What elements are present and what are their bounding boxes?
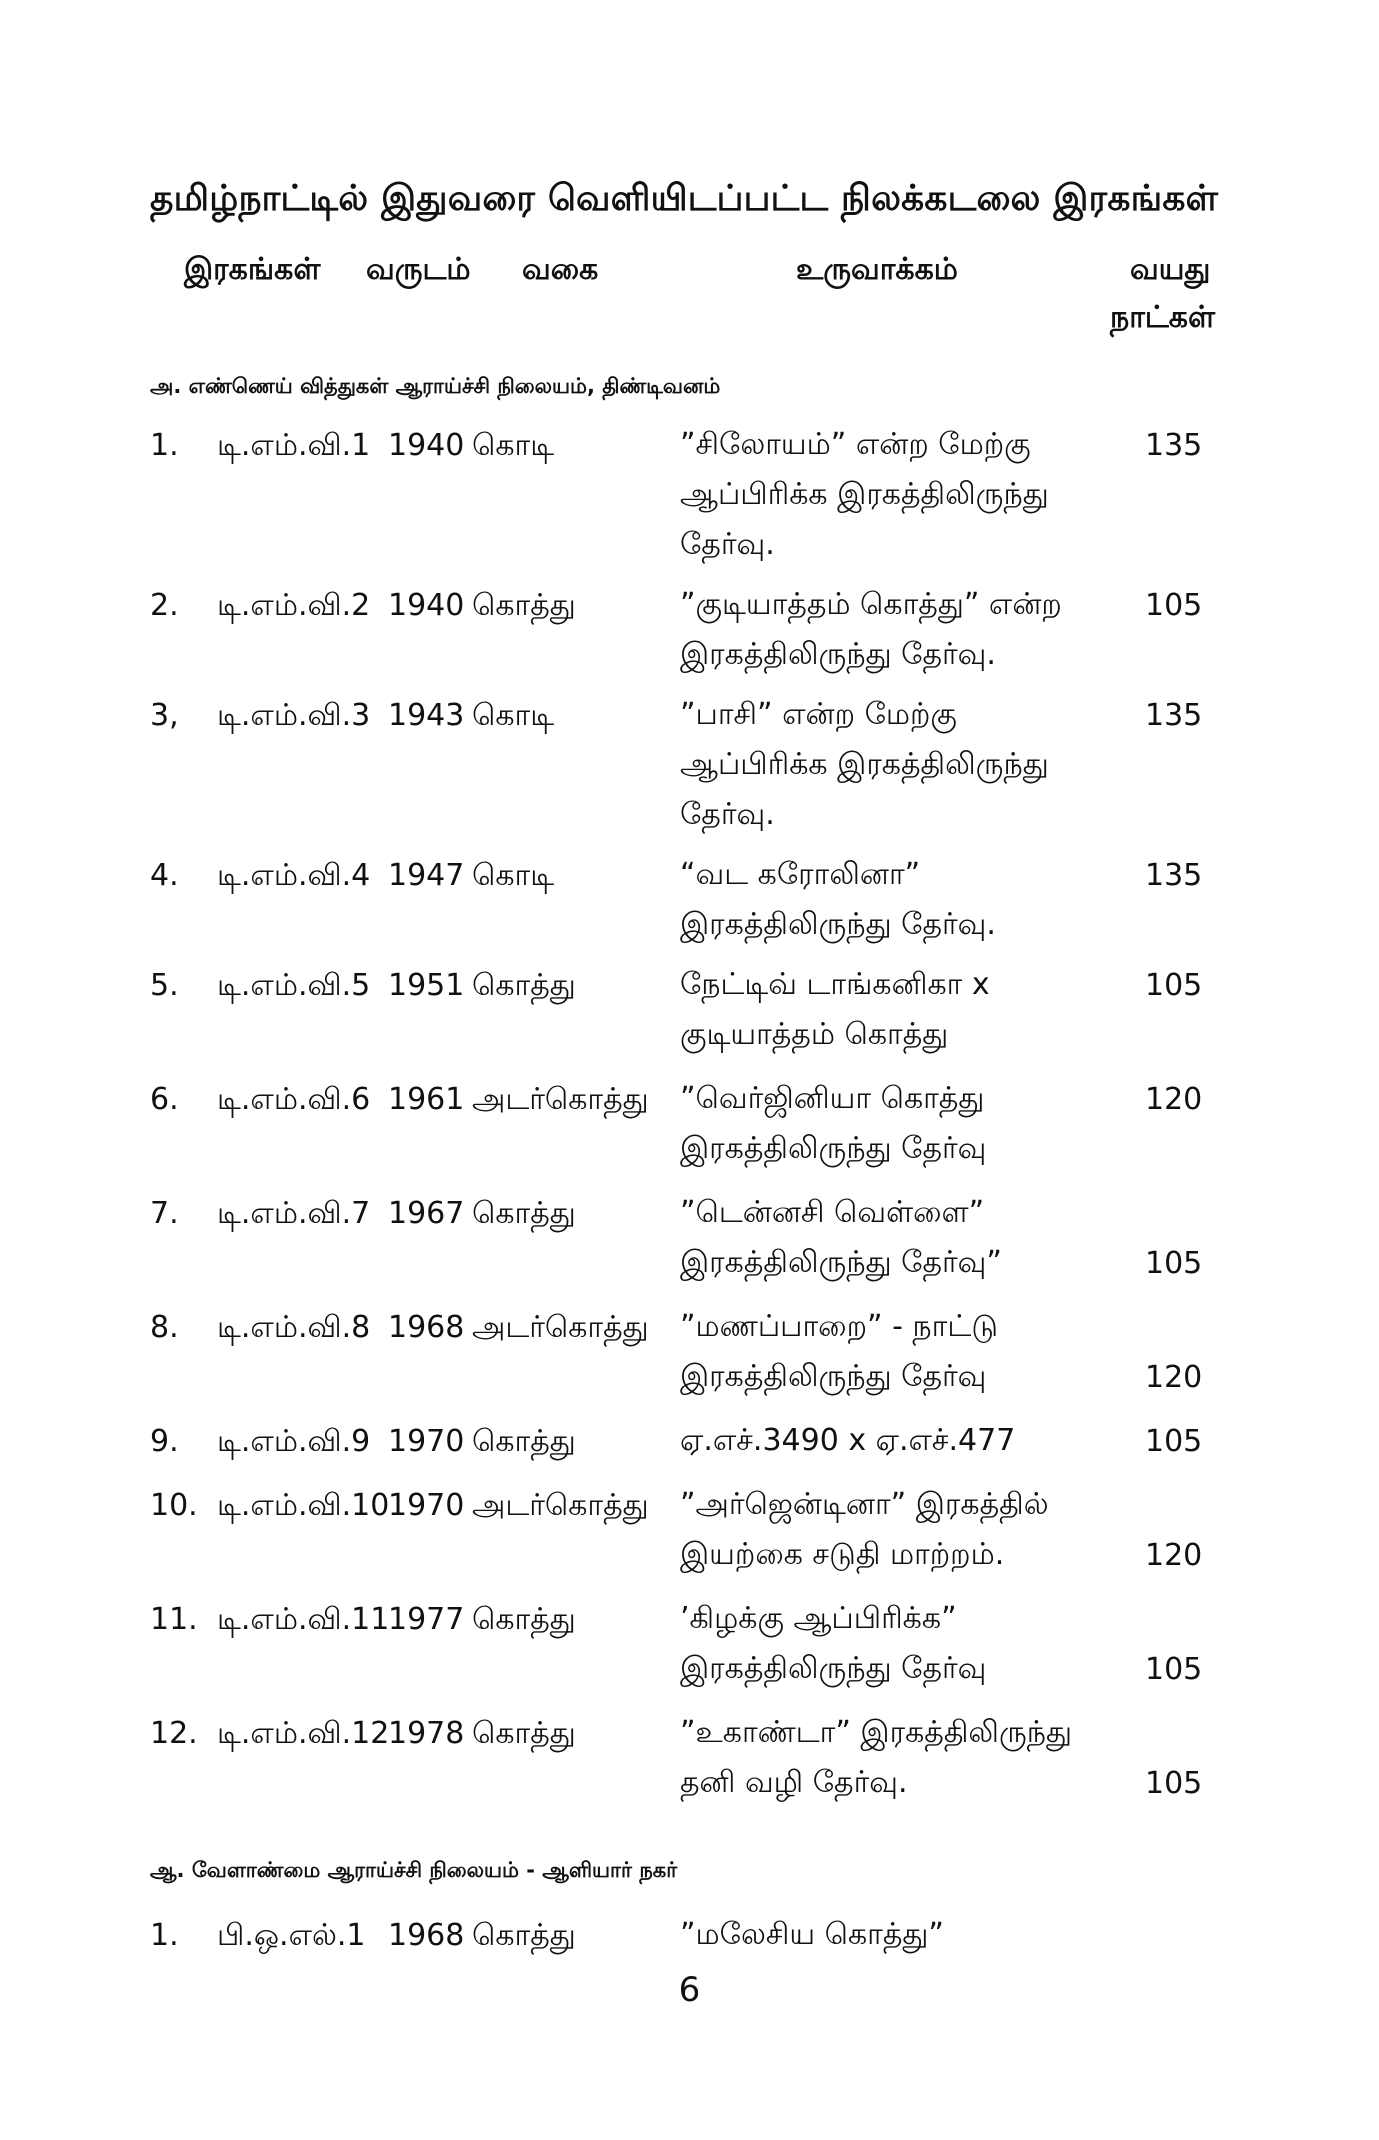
release-year: 1940 bbox=[388, 588, 465, 623]
origin-line: “வட கரோலினா” bbox=[680, 857, 921, 892]
release-year: 1970 bbox=[388, 1488, 465, 1523]
release-year: 1978 bbox=[388, 1716, 465, 1751]
duration-days: 105 bbox=[1145, 1652, 1203, 1687]
origin-line: ஏ.எச்.3490 x ஏ.எச்.477 bbox=[680, 1423, 1016, 1458]
duration-days: 105 bbox=[1145, 588, 1203, 623]
section-b-heading: ஆ. வேளாண்மை ஆராய்ச்சி நிலையம் - ஆளியார் நகர் bbox=[150, 1858, 678, 1882]
origin-description bbox=[680, 1480, 1049, 1580]
origin-description bbox=[680, 1910, 944, 1960]
plant-type: கொத்து bbox=[472, 1602, 576, 1637]
variety-name: டி.எம்.வி.4 bbox=[217, 858, 371, 893]
plant-type: கொத்து bbox=[472, 588, 576, 623]
variety-name: டி.எம்.வி.6 bbox=[217, 1082, 371, 1117]
duration-days: 105 bbox=[1145, 1246, 1203, 1281]
origin-line: ”மணப்பாறை” - நாட்டு bbox=[680, 1309, 999, 1344]
release-year: 1940 bbox=[388, 428, 465, 463]
origin-description bbox=[680, 1594, 986, 1694]
section-a-heading: அ. எண்ணெய் வித்துகள் ஆராய்ச்சி நிலையம், திண்டிவனம் bbox=[150, 374, 721, 398]
origin-line: ”பாசி” என்ற மேற்கு bbox=[680, 697, 957, 732]
duration-days: 105 bbox=[1145, 1424, 1203, 1459]
plant-type: கொடி bbox=[472, 428, 555, 463]
origin-line: இரகத்திலிருந்து தேர்வு bbox=[680, 1131, 987, 1166]
release-year: 1967 bbox=[388, 1196, 465, 1231]
origin-line: ஆப்பிரிக்க இரகத்திலிருந்து bbox=[680, 477, 1049, 512]
row-number: 10. bbox=[150, 1488, 198, 1523]
origin-line: ”உகாண்டா” இரகத்திலிருந்து bbox=[680, 1715, 1073, 1750]
page-title: தமிழ்நாட்டில் இதுவரை வெளியிடப்பட்ட நிலக்கடலை இரகங்கள் bbox=[150, 178, 1219, 219]
header-year: வருடம் bbox=[366, 252, 471, 287]
duration-days: 135 bbox=[1145, 428, 1203, 463]
row-number: 4. bbox=[150, 858, 179, 893]
origin-description bbox=[680, 850, 996, 950]
origin-description bbox=[680, 1302, 998, 1402]
header-age: வயது bbox=[1130, 252, 1211, 287]
origin-line: ”சிலோயம்” என்ற மேற்கு bbox=[680, 427, 1031, 462]
plant-type: அடர்கொத்து bbox=[472, 1310, 649, 1345]
origin-line: ஆப்பிரிக்க இரகத்திலிருந்து bbox=[680, 747, 1049, 782]
variety-name: டி.எம்.வி.3 bbox=[217, 698, 371, 733]
plant-type: அடர்கொத்து bbox=[472, 1082, 649, 1117]
origin-line: ”டென்னசி வெள்ளை” bbox=[680, 1195, 985, 1230]
duration-days: 120 bbox=[1145, 1538, 1203, 1573]
duration-days: 105 bbox=[1145, 968, 1203, 1003]
row-number: 11. bbox=[150, 1602, 198, 1637]
origin-line: ”வெர்ஜினியா கொத்து bbox=[680, 1081, 985, 1116]
release-year: 1943 bbox=[388, 698, 465, 733]
variety-name: டி.எம்.வி.1 bbox=[217, 428, 371, 463]
variety-name: டி.எம்.வி.11 bbox=[217, 1602, 390, 1637]
origin-line: இரகத்திலிருந்து தேர்வு bbox=[680, 1359, 987, 1394]
origin-line: நேட்டிவ் டாங்கனிகா x bbox=[680, 967, 990, 1002]
variety-name: டி.எம்.வி.7 bbox=[217, 1196, 371, 1231]
row-number: 8. bbox=[150, 1310, 179, 1345]
header-varieties: இரகங்கள் bbox=[184, 252, 321, 287]
origin-line: இரகத்திலிருந்து தேர்வு. bbox=[680, 637, 996, 672]
origin-description bbox=[680, 960, 990, 1060]
plant-type: கொடி bbox=[472, 698, 555, 733]
row-number: 3, bbox=[150, 698, 179, 733]
plant-type: கொத்து bbox=[472, 1716, 576, 1751]
origin-line: ”மலேசிய கொத்து” bbox=[680, 1917, 944, 1952]
release-year: 1947 bbox=[388, 858, 465, 893]
origin-line: ”அர்ஜென்டினா” இரகத்தில் bbox=[680, 1487, 1049, 1522]
origin-line: இரகத்திலிருந்து தேர்வு” bbox=[680, 1245, 1002, 1280]
origin-line: இரகத்திலிருந்து தேர்வு. bbox=[680, 907, 996, 942]
variety-name: பி.ஒ.எல்.1 bbox=[217, 1918, 366, 1953]
release-year: 1977 bbox=[388, 1602, 465, 1637]
origin-description bbox=[680, 420, 1049, 570]
duration-days: 120 bbox=[1145, 1082, 1203, 1117]
row-number: 9. bbox=[150, 1424, 179, 1459]
origin-description bbox=[680, 1074, 986, 1174]
row-number: 7. bbox=[150, 1196, 179, 1231]
variety-name: டி.எம்.வி.2 bbox=[217, 588, 371, 623]
origin-line: ’கிழக்கு ஆப்பிரிக்க” bbox=[680, 1601, 957, 1636]
row-number: 2. bbox=[150, 588, 179, 623]
origin-line: தேர்வு. bbox=[680, 527, 775, 562]
plant-type: கொத்து bbox=[472, 1424, 576, 1459]
origin-description bbox=[680, 690, 1049, 840]
origin-line: இயற்கை சடுதி மாற்றம். bbox=[680, 1537, 1005, 1572]
duration-days: 135 bbox=[1145, 698, 1203, 733]
release-year: 1968 bbox=[388, 1918, 465, 1953]
row-number: 12. bbox=[150, 1716, 198, 1751]
duration-days: 120 bbox=[1145, 1360, 1203, 1395]
duration-days: 105 bbox=[1145, 1766, 1203, 1801]
variety-name: டி.எம்.வி.10 bbox=[217, 1488, 390, 1523]
duration-days: 135 bbox=[1145, 858, 1203, 893]
origin-description bbox=[680, 1188, 1002, 1288]
plant-type: கொடி bbox=[472, 858, 555, 893]
page-number: 6 bbox=[678, 1970, 701, 2010]
origin-line: குடியாத்தம் கொத்து bbox=[680, 1017, 949, 1052]
variety-name: டி.எம்.வி.8 bbox=[217, 1310, 371, 1345]
header-origin: உருவாக்கம் bbox=[796, 252, 958, 287]
release-year: 1951 bbox=[388, 968, 465, 1003]
variety-name: டி.எம்.வி.5 bbox=[217, 968, 371, 1003]
plant-type: அடர்கொத்து bbox=[472, 1488, 649, 1523]
origin-line: தேர்வு. bbox=[680, 797, 775, 832]
header-type: வகை bbox=[522, 252, 599, 287]
release-year: 1961 bbox=[388, 1082, 465, 1117]
variety-name: டி.எம்.வி.12 bbox=[217, 1716, 390, 1751]
plant-type: கொத்து bbox=[472, 1918, 576, 1953]
origin-line: ”குடியாத்தம் கொத்து” என்ற bbox=[680, 587, 1062, 622]
origin-description bbox=[680, 1416, 1015, 1466]
row-number: 5. bbox=[150, 968, 179, 1003]
release-year: 1970 bbox=[388, 1424, 465, 1459]
plant-type: கொத்து bbox=[472, 968, 576, 1003]
row-number: 1. bbox=[150, 428, 179, 463]
variety-name: டி.எம்.வி.9 bbox=[217, 1424, 371, 1459]
origin-description bbox=[680, 580, 1062, 680]
plant-type: கொத்து bbox=[472, 1196, 576, 1231]
row-number: 6. bbox=[150, 1082, 179, 1117]
origin-description bbox=[680, 1708, 1072, 1808]
release-year: 1968 bbox=[388, 1310, 465, 1345]
header-age-days: நாட்கள் bbox=[1110, 300, 1216, 335]
origin-line: தனி வழி தேர்வு. bbox=[680, 1765, 908, 1800]
row-number: 1. bbox=[150, 1918, 179, 1953]
origin-line: இரகத்திலிருந்து தேர்வு bbox=[680, 1651, 987, 1686]
